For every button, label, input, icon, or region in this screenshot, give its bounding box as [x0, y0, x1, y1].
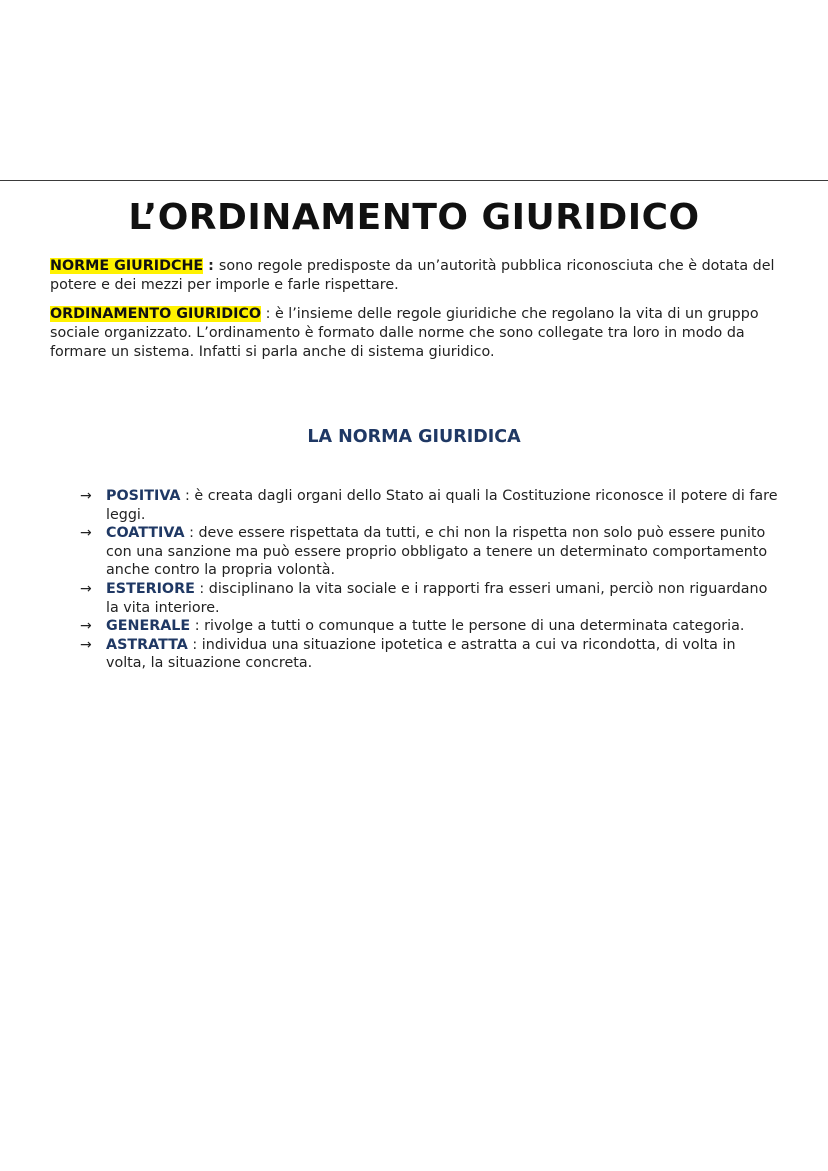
title-rule [0, 180, 828, 181]
section-heading: LA NORMA GIURIDICA [307, 427, 521, 447]
list-term: POSITIVA [106, 488, 181, 504]
list-term: GENERALE [106, 618, 191, 635]
list-item-coattiva [78, 524, 778, 580]
list-text: disciplinano la vita sociale e i rapporti fra esseri umani, perciò non riguardano la vita interiore. [106, 580, 768, 616]
arrow-icon: → [80, 488, 92, 504]
arrow-icon: → [80, 618, 92, 635]
list-item-generale [78, 617, 778, 636]
term-separator: : [194, 580, 209, 597]
term-separator: : [190, 618, 205, 635]
definition-text: è l’insieme delle regole giuridiche che regolano la vita di un gruppo sociale organizzato. L’ordinamento è formato dalle norme che sono collegate tra loro in modo da formare un sistema. Infatti si parla anche di sistema giuridico. [50, 306, 759, 360]
list-term: COATTIVA [106, 525, 185, 542]
characteristics-list [78, 487, 778, 673]
highlighted-term: NORME GIURIDCHE [50, 258, 204, 274]
term-separator: : [187, 636, 202, 653]
definition-text: sono regole predisposte da un’autorità pubblica riconosciuta che è dotata del potere e dei mezzi per imporle e farle rispettare. [50, 258, 775, 293]
definition-ordinamento-giuridico [50, 305, 780, 362]
list-item-positiva [78, 487, 778, 524]
list-text: è creata dagli organi dello Stato ai quali la Costituzione riconosce il potere di fare leggi. [106, 488, 778, 523]
term-separator: : [261, 306, 275, 322]
list-item-esteriore [78, 580, 778, 617]
list-text: individua una situazione ipotetica e astratta a cui va ricondotta, di volta in volta, la situazione concreta. [106, 636, 736, 672]
list-text: deve essere rispettata da tutti, e chi non la rispetta non solo può essere punito con una sanzione ma può essere proprio obbligato a tenere un determinato comportamento anche contro la propria volontà. [106, 525, 768, 579]
list-text: rivolge a tutti o comunque a tutte le persone di una determinata categoria. [204, 618, 745, 635]
page-title [0, 192, 828, 244]
term-separator: : [203, 258, 219, 274]
list-term: ESTERIORE [106, 580, 195, 597]
arrow-icon: → [80, 636, 92, 653]
definition-norme-giuridiche [50, 257, 780, 295]
list-item-astratta [78, 636, 778, 673]
arrow-icon: → [80, 525, 92, 542]
arrow-icon: → [80, 580, 92, 597]
term-separator: : [180, 488, 195, 504]
page-title-text: L’ORDINAMENTO GIURIDICO [128, 197, 700, 239]
highlighted-term: ORDINAMENTO GIURIDICO [50, 306, 262, 322]
list-term: ASTRATTA [106, 636, 188, 653]
term-separator: : [184, 525, 199, 542]
